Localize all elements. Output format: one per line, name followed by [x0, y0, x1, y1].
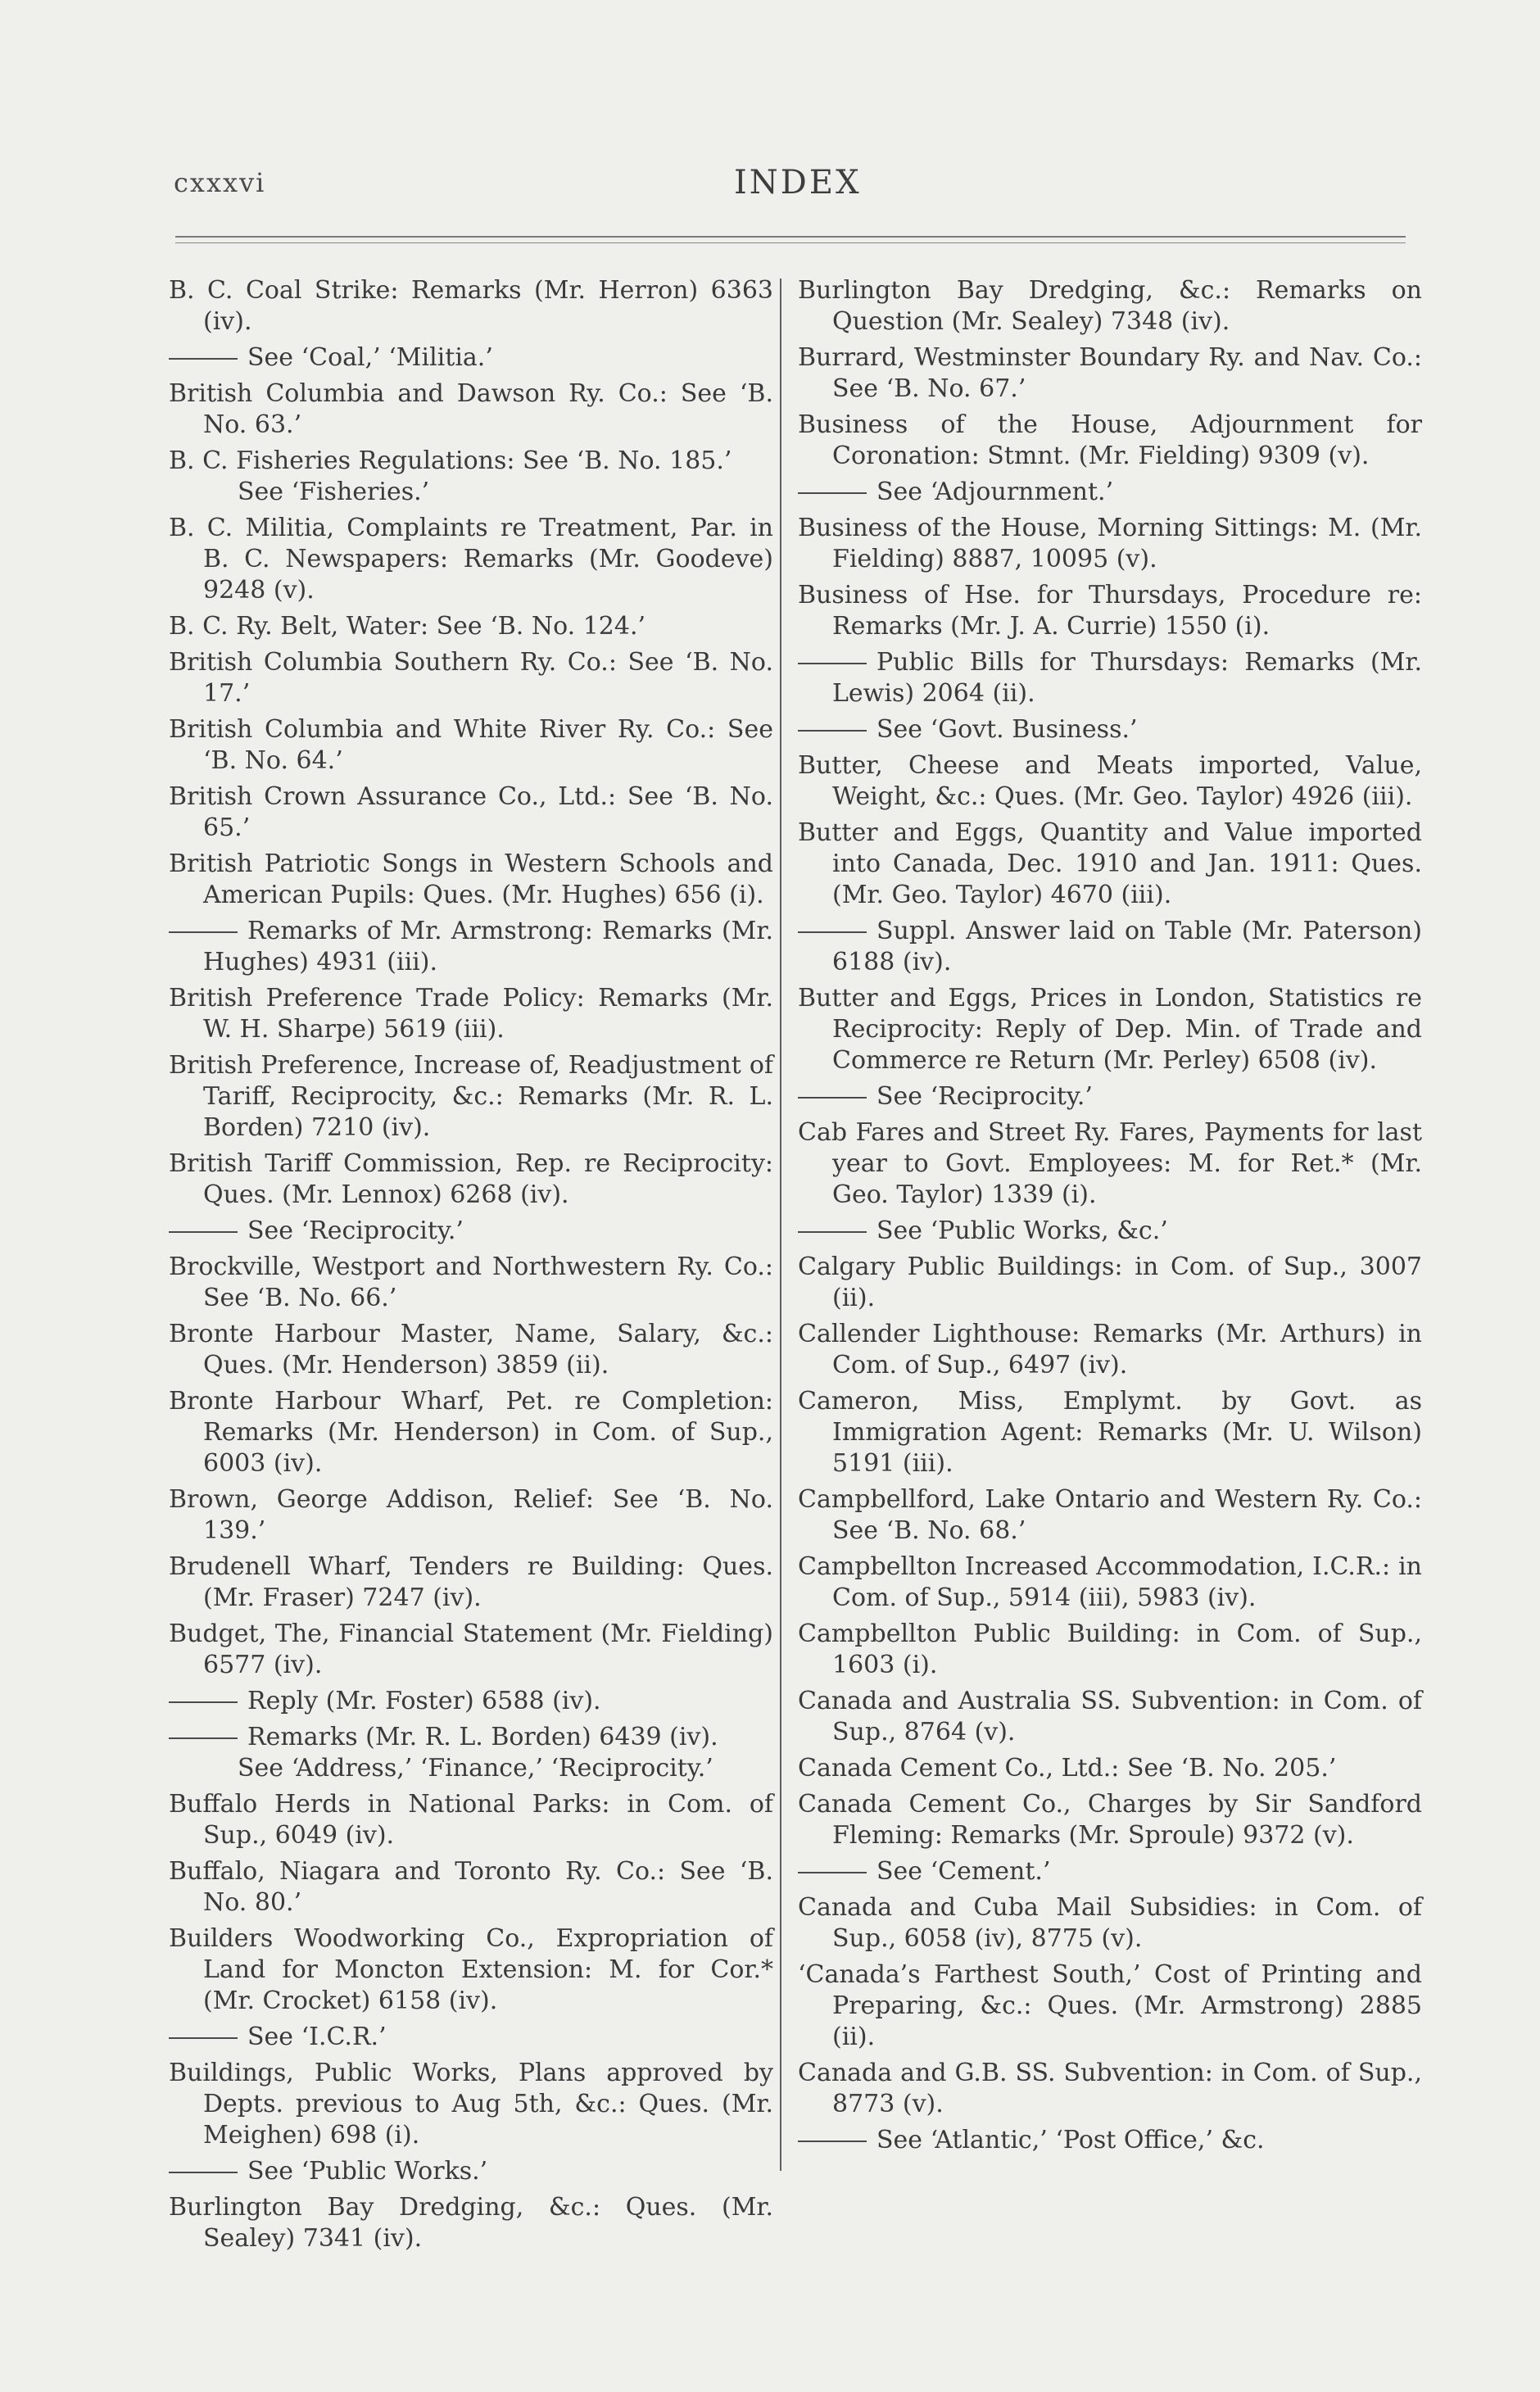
continuation-dash — [169, 1737, 238, 1739]
index-entry — [798, 1892, 1422, 1955]
entry-text: B. C. Fisheries Regulations: See ‘B. No. 185.’ — [169, 446, 732, 475]
entry-text: See ‘Govt. Business.’ — [876, 715, 1138, 744]
entry-text: Calgary Public Buildings: in Com. of Sup., 3007 (ii). — [798, 1253, 1422, 1312]
index-entry — [169, 1216, 773, 1247]
entry-text: Burlington Bay Dredging, &c.: Remarks on Question (Mr. Sealey) 7348 (iv). — [798, 276, 1422, 336]
index-entry — [798, 983, 1422, 1076]
index-entry — [169, 983, 773, 1045]
index-entry — [798, 1959, 1422, 2053]
entry-text: See ‘Cement.’ — [876, 1857, 1051, 1886]
index-entry — [798, 477, 1422, 508]
entry-text: Buffalo Herds in National Parks: in Com. of Sup., 6049 (iv). — [169, 1790, 773, 1850]
entry-text: Butter and Eggs, Prices in London, Statistics re Reciprocity: Reply of Dep. Min. of Trade and Commerce re Return (Mr. Perley) 6508 (iv). — [798, 984, 1422, 1075]
index-entry — [798, 342, 1422, 405]
index-entry — [169, 1252, 773, 1314]
index-entry — [169, 1552, 773, 1614]
index-entry — [169, 849, 773, 911]
index-entry — [169, 1484, 773, 1547]
index-entry — [169, 2192, 773, 2254]
index-entry — [169, 2156, 773, 2187]
entry-text: Campbellford, Lake Ontario and Western Ry. Co.: See ‘B. No. 68.’ — [798, 1485, 1422, 1545]
entry-text: Buildings, Public Works, Plans approved by Depts. previous to Aug 5th, &c.: Ques. (Mr. Meighen) 698 (i). — [169, 2059, 773, 2150]
continuation-dash — [169, 358, 238, 360]
index-entry — [798, 1117, 1422, 1211]
index-entry — [169, 781, 773, 844]
index-entry — [169, 1050, 773, 1144]
entry-text: Business of the House, Morning Sittings: M. (Mr. Fielding) 8887, 10095 (v). — [798, 514, 1422, 573]
entry-text: B. C. Ry. Belt, Water: See ‘B. No. 124.’ — [169, 612, 646, 641]
right-column — [798, 275, 1422, 2161]
entry-text: Business of the House, Adjournment for Coronation: Stmnt. (Mr. Fielding) 9309 (v). — [798, 410, 1422, 470]
entry-text: Canada Cement Co., Charges by Sir Sandford Fleming: Remarks (Mr. Sproule) 9372 (v). — [798, 1790, 1422, 1850]
column-divider — [780, 279, 781, 2171]
entry-text: See ‘Public Works.’ — [247, 2157, 488, 2186]
continuation-dash — [169, 1701, 238, 1703]
continuation-dash — [169, 1231, 238, 1233]
index-entry — [798, 580, 1422, 642]
index-entry — [798, 1081, 1422, 1112]
entry-text: British Tariff Commission, Rep. re Reciprocity: Ques. (Mr. Lennox) 6268 (iv). — [169, 1149, 773, 1209]
continuation-dash — [798, 730, 867, 732]
entry-text: Burrard, Westminster Boundary Ry. and Nav. Co.: See ‘B. No. 67.’ — [798, 343, 1422, 403]
index-entry — [798, 1252, 1422, 1314]
entry-text: Canada Cement Co., Ltd.: See ‘B. No. 205.’ — [798, 1754, 1337, 1783]
index-entry — [798, 2058, 1422, 2120]
continuation-dash — [798, 663, 867, 664]
continuation-dash — [798, 492, 867, 494]
index-entry — [798, 1216, 1422, 1247]
continuation-dash — [798, 1872, 867, 1873]
continuation-dash — [798, 931, 867, 933]
entry-text: British Columbia and White River Ry. Co.: See ‘B. No. 64.’ — [169, 715, 773, 775]
index-entry — [169, 1789, 773, 1851]
continuation-dash — [798, 1231, 867, 1233]
entry-text: Remarks (Mr. R. L. Borden) 6439 (iv). — [247, 1723, 718, 1751]
entry-text: Remarks of Mr. Armstrong: Remarks (Mr. Hughes) 4931 (iii). — [203, 917, 773, 976]
continuation-dash — [169, 2172, 238, 2173]
entry-text: British Crown Assurance Co., Ltd.: See ‘B. No. 65.’ — [169, 782, 773, 842]
entry-cross-reference: See ‘Fisheries.’ — [238, 478, 430, 506]
entry-text: Suppl. Answer laid on Table (Mr. Paterson) 6188 (iv). — [832, 917, 1422, 976]
entry-text: Budget, The, Financial Statement (Mr. Fielding) 6577 (iv). — [169, 1620, 773, 1679]
entry-text: Brockville, Westport and Northwestern Ry. Co.: See ‘B. No. 66.’ — [169, 1253, 773, 1312]
index-entry — [798, 916, 1422, 978]
entry-text: Cab Fares and Street Ry. Fares, Payments for last year to Govt. Employees: M. for Ret.* (Mr. Geo. Taylor) 1339 (i). — [798, 1118, 1422, 1209]
continuation-dash — [798, 1097, 867, 1099]
entry-text: See ‘Reciprocity.’ — [876, 1082, 1093, 1111]
index-entry — [798, 1552, 1422, 1614]
index-entry — [169, 1856, 773, 1919]
index-entry — [169, 647, 773, 709]
entry-text: Brudenell Wharf, Tenders re Building: Ques. (Mr. Fraser) 7247 (iv). — [169, 1552, 773, 1612]
page-title: INDEX — [734, 164, 862, 202]
index-entry — [798, 2125, 1422, 2156]
entry-text: Bronte Harbour Master, Name, Salary, &c.: Ques. (Mr. Henderson) 3859 (ii). — [169, 1320, 773, 1379]
index-entry — [169, 2058, 773, 2151]
index-entry — [169, 446, 773, 508]
index-entry — [169, 1722, 773, 1784]
left-column — [169, 275, 773, 2259]
continuation-dash — [169, 2037, 238, 2039]
index-entry — [798, 275, 1422, 338]
entry-text: Public Bills for Thursdays: Remarks (Mr. Lewis) 2064 (ii). — [832, 648, 1422, 708]
header-rule — [175, 236, 1406, 243]
index-entry — [169, 1386, 773, 1479]
index-entry — [798, 714, 1422, 745]
index-entry — [798, 1319, 1422, 1381]
index-entry — [798, 1619, 1422, 1681]
index-entry — [169, 611, 773, 642]
entry-text: See ‘Reciprocity.’ — [247, 1216, 464, 1245]
entry-text: B. C. Coal Strike: Remarks (Mr. Herron) 6363 (iv). — [169, 276, 773, 336]
index-entry — [169, 2022, 773, 2053]
entry-text: Butter and Eggs, Quantity and Value imported into Canada, Dec. 1910 and Jan. 1911: Ques. (Mr. Geo. Taylor) 4670 (iii). — [798, 818, 1422, 909]
continuation-dash — [169, 931, 238, 933]
index-entry — [798, 1789, 1422, 1851]
entry-text: Butter, Cheese and Meats imported, Value, Weight, &c.: Ques. (Mr. Geo. Taylor) 4926 (iii). — [798, 751, 1422, 811]
index-entry — [169, 714, 773, 777]
entry-text: Canada and G.B. SS. Subvention: in Com. of Sup., 8773 (v). — [798, 2059, 1422, 2118]
entry-text: ‘Canada’s Farthest South,’ Cost of Printing and Preparing, &c.: Ques. (Mr. Armstrong) 2885 (ii). — [798, 1960, 1422, 2051]
entry-text: Reply (Mr. Foster) 6588 (iv). — [247, 1687, 601, 1715]
entry-text: Builders Woodworking Co., Expropriation of Land for Moncton Extension: M. for Cor.* (Mr. Crocket) 6158 (iv). — [169, 1924, 773, 2015]
entry-text: Campbellton Increased Accommodation, I.C.R.: in Com. of Sup., 5914 (iii), 5983 (iv). — [798, 1552, 1422, 1612]
entry-text: British Preference, Increase of, Readjustment of Tariff, Reciprocity, &c.: Remarks (Mr. R. L. Borden) 7210 (iv). — [169, 1051, 773, 1142]
entry-text: Canada and Australia SS. Subvention: in Com. of Sup., 8764 (v). — [798, 1687, 1422, 1746]
entry-text: See ‘I.C.R.’ — [247, 2023, 387, 2051]
index-entry — [169, 1319, 773, 1381]
index-entry — [798, 1386, 1422, 1479]
entry-text: B. C. Militia, Complaints re Treatment, Par. in B. C. Newspapers: Remarks (Mr. Goodeve) 9248 (v). — [169, 514, 773, 605]
entry-text: Canada and Cuba Mail Subsidies: in Com. of Sup., 6058 (iv), 8775 (v). — [798, 1893, 1422, 1953]
entry-text: Campbellton Public Building: in Com. of Sup., 1603 (i). — [798, 1620, 1422, 1679]
index-entry — [169, 275, 773, 338]
entry-text: British Patriotic Songs in Western Schools and American Pupils: Ques. (Mr. Hughes) 656 (i). — [169, 849, 773, 909]
entry-text: Callender Lighthouse: Remarks (Mr. Arthurs) in Com. of Sup., 6497 (iv). — [798, 1320, 1422, 1379]
index-entry — [169, 1619, 773, 1681]
entry-text: Brown, George Addison, Relief: See ‘B. No. 139.’ — [169, 1485, 773, 1545]
entry-text: Business of Hse. for Thursdays, Procedure re: Remarks (Mr. J. A. Currie) 1550 (i). — [798, 581, 1422, 641]
entry-text: See ‘Coal,’ ‘Militia.’ — [247, 343, 493, 372]
index-entry — [798, 1686, 1422, 1748]
entry-text: Cameron, Miss, Emplymt. by Govt. as Immigration Agent: Remarks (Mr. U. Wilson) 5191 (iii). — [798, 1387, 1422, 1478]
index-entry — [169, 378, 773, 441]
entry-text: See ‘Atlantic,’ ‘Post Office,’ &c. — [876, 2126, 1265, 2154]
index-entry — [169, 513, 773, 606]
index-entry — [798, 1484, 1422, 1547]
index-entry — [798, 410, 1422, 472]
index-entry — [169, 1148, 773, 1211]
index-entry — [169, 342, 773, 374]
entry-text: See ‘Adjournment.’ — [876, 478, 1114, 506]
entry-cross-reference: See ‘Address,’ ‘Finance,’ ‘Reciprocity.’ — [238, 1754, 713, 1783]
index-entry — [798, 647, 1422, 709]
index-entry — [169, 1686, 773, 1717]
page-number: cxxxvi — [174, 167, 266, 198]
entry-text: Burlington Bay Dredging, &c.: Ques. (Mr. Sealey) 7341 (iv). — [169, 2193, 773, 2253]
entry-text: British Columbia and Dawson Ry. Co.: See ‘B. No. 63.’ — [169, 379, 773, 439]
index-entry — [169, 1923, 773, 2017]
index-entry — [798, 1753, 1422, 1784]
entry-text: Buffalo, Niagara and Toronto Ry. Co.: See ‘B. No. 80.’ — [169, 1857, 773, 1917]
continuation-dash — [798, 2141, 867, 2142]
index-entry — [798, 513, 1422, 575]
entry-text: British Preference Trade Policy: Remarks (Mr. W. H. Sharpe) 5619 (iii). — [169, 984, 773, 1044]
index-entry — [798, 818, 1422, 911]
index-entry — [798, 1856, 1422, 1887]
entry-text: See ‘Public Works, &c.’ — [876, 1216, 1168, 1245]
entry-text: British Columbia Southern Ry. Co.: See ‘B. No. 17.’ — [169, 648, 773, 708]
index-entry — [169, 916, 773, 978]
entry-text: Bronte Harbour Wharf, Pet. re Completion: Remarks (Mr. Henderson) in Com. of Sup., 6003 (iv). — [169, 1387, 773, 1478]
index-entry — [798, 750, 1422, 813]
